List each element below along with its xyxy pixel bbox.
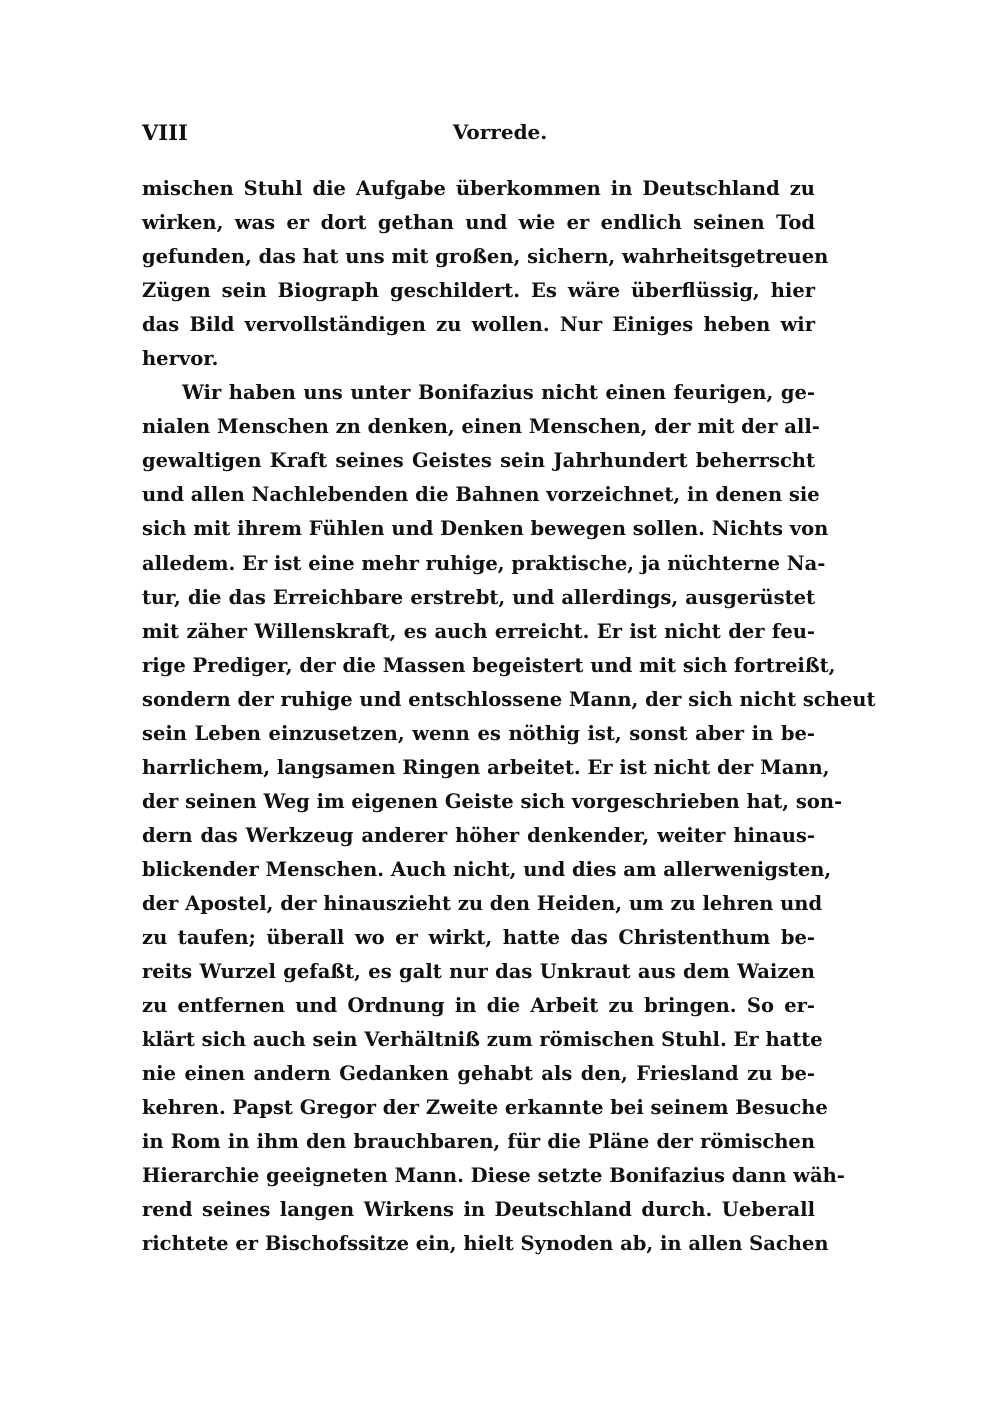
text-line: wirken, was er dort gethan und wie er endlich seinen Tod xyxy=(142,211,815,235)
text-line: gefunden, das hat uns mit großen, sichern, wahrheitsgetreuen xyxy=(142,245,829,269)
text-line: Wir haben uns unter Bonifazius nicht einen feurigen, ge- xyxy=(182,381,815,405)
text-line: blickender Menschen. Auch nicht, und dies am allerwenigsten, xyxy=(142,857,832,881)
text-line: dern das Werkzeug anderer höher denkender, weiter hinaus- xyxy=(142,823,815,847)
running-title: Vorrede. xyxy=(452,120,548,144)
text-line: rige Prediger, der die Massen begeistert und mit sich fortreißt, xyxy=(142,653,836,677)
text-line: nialen Menschen zn denken, einen Menschen, der mit der all- xyxy=(142,415,820,439)
text-line: klärt sich auch sein Verhältniß zum römischen Stuhl. Er hatte xyxy=(142,1028,823,1052)
text-line: sich mit ihrem Fühlen und Denken bewegen sollen. Nichts von xyxy=(142,517,829,541)
text-line: nie einen andern Gedanken gehabt als den, Friesland zu be- xyxy=(142,1062,815,1086)
text-line: Hierarchie geeigneten Mann. Diese setzte Bonifazius dann wäh- xyxy=(142,1164,845,1188)
body-text xyxy=(142,172,876,1262)
text-line: der Apostel, der hinauszieht zu den Heiden, um zu lehren und xyxy=(142,891,823,915)
text-line: mischen Stuhl die Aufgabe überkommen in Deutschland zu xyxy=(142,177,815,200)
text-line: Zügen sein Biograph geschildert. Es wäre überflüssig, hier xyxy=(142,279,815,303)
text-line: rend seines langen Wirkens in Deutschland durch. Ueberall xyxy=(142,1198,815,1222)
text-line: mit zäher Willenskraft, es auch erreicht. Er ist nicht der feu- xyxy=(142,619,815,643)
text-line: das Bild vervollständigen zu wollen. Nur Einiges heben wir xyxy=(142,313,815,337)
text-line: alledem. Er ist eine mehr ruhige, praktische, ja nüchterne Na- xyxy=(142,551,826,575)
text-line: hervor. xyxy=(142,347,219,371)
text-line: in Rom in ihm den brauchbaren, für die Pläne der römischen xyxy=(142,1130,815,1154)
page-number: VIII xyxy=(142,120,188,145)
text-line: sein Leben einzusetzen, wenn es nöthig ist, sonst aber in be- xyxy=(142,721,815,745)
text-line: sondern der ruhige und entschlossene Mann, der sich nicht scheut xyxy=(142,687,876,711)
text-line: zu entfernen und Ordnung in die Arbeit zu bringen. So er- xyxy=(142,994,815,1018)
text-line: und allen Nachlebenden die Bahnen vorzeichnet, in denen sie xyxy=(142,483,820,507)
text-line: gewaltigen Kraft seines Geistes sein Jahrhundert beherrscht xyxy=(142,449,815,473)
text-line: harrlichem, langsamen Ringen arbeitet. Er ist nicht der Mann, xyxy=(142,755,830,779)
text-line: richtete er Bischofssitze ein, hielt Synoden ab, in allen Sachen xyxy=(142,1232,829,1256)
text-line: tur, die das Erreichbare erstrebt, und allerdings, ausgerüstet xyxy=(142,585,815,609)
text-line: zu taufen; überall wo er wirkt, hatte das Christenthum be- xyxy=(142,926,815,950)
text-line: kehren. Papst Gregor der Zweite erkannte bei seinem Besuche xyxy=(142,1096,828,1120)
text-line: der seinen Weg im eigenen Geiste sich vorgeschrieben hat, son- xyxy=(142,789,843,813)
text-line: reits Wurzel gefaßt, es galt nur das Unkraut aus dem Waizen xyxy=(142,960,815,984)
